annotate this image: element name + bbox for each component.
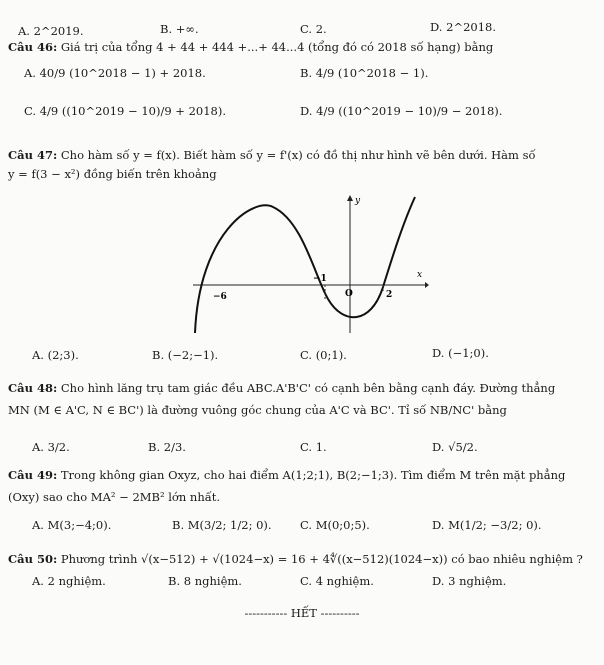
tick-label: 2 xyxy=(386,290,393,300)
question-stem-cont: MN (M ∈ A'C, N ∈ BC') là đường vuông góc chung của A'C và BC'. Tỉ số NB/NC' bằng xyxy=(8,403,507,417)
option-c: C. 4/9 ((10^2019 − 10)/9 + 2018). xyxy=(24,104,226,118)
question-stem: Cho hàm số y = f(x). Biết hàm số y = f'(x) có đồ thị như hình vẽ bên dưới. Hàm số xyxy=(60,148,536,162)
question-label: Câu 48: xyxy=(8,381,58,395)
option-b: B. 4/9 (10^2018 − 1). xyxy=(300,66,429,80)
question-stem: Giá trị của tổng 4 + 44 + 444 +...+ 44...4 (tổng đó có 2018 số hạng) bằng xyxy=(60,40,494,54)
derivative-curve xyxy=(195,197,415,333)
question-label: Câu 50: xyxy=(8,552,58,566)
option-a: A. (2;3). xyxy=(32,348,79,362)
question-stem-cont: y = f(3 − x²) đồng biến trên khoảng xyxy=(8,167,217,181)
tick-label: −1 xyxy=(313,274,327,284)
prev-option-b: B. +∞. xyxy=(160,22,199,36)
y-axis-arrow-icon xyxy=(347,195,353,201)
question-label: Câu 47: xyxy=(8,148,58,162)
prev-option-c: C. 2. xyxy=(300,22,327,36)
option-d: D. 4/9 ((10^2019 − 10)/9 − 2018). xyxy=(300,104,503,118)
y-axis-label: y xyxy=(355,196,361,206)
option-a: A. 40/9 (10^2018 − 1) + 2018. xyxy=(24,66,206,80)
option-c: C. (0;1). xyxy=(300,348,347,362)
question-49 xyxy=(8,468,565,482)
question-stem-cont: (Oxy) sao cho MA² − 2MB² lớn nhất. xyxy=(8,490,221,504)
x-axis-label: x xyxy=(417,270,423,280)
option-a: A. 3/2. xyxy=(32,440,70,454)
option-c: C. M(0;0;5). xyxy=(300,518,370,532)
question-47 xyxy=(8,148,536,162)
option-a: A. 2 nghiệm. xyxy=(32,574,106,588)
prev-option-a: A. 2^2019. xyxy=(18,24,84,38)
question-stem: Cho hình lăng trụ tam giác đều ABC.A'B'C' có cạnh bên bằng cạnh đáy. Đường thẳng xyxy=(60,381,556,395)
option-b: B. (−2;−1). xyxy=(152,348,219,362)
question-stem: Trong không gian Oxyz, cho hai điểm A(1;2;1), B(2;−1;3). Tìm điểm M trên mặt phẳng xyxy=(60,468,566,482)
prev-option-d: D. 2^2018. xyxy=(430,20,496,34)
option-c: C. 4 nghiệm. xyxy=(300,574,374,588)
question-stem: Phương trình √(x−512) + √(1024−x) = 16 + 4∜((x−512)(1024−x)) có bao nhiêu nghiệm ? xyxy=(60,552,583,566)
option-b: B. 8 nghiệm. xyxy=(168,574,242,588)
option-c: C. 1. xyxy=(300,440,327,454)
option-d: D. (−1;0). xyxy=(432,346,489,360)
derivative-graph xyxy=(193,193,429,335)
option-d: D. M(1/2; −3/2; 0). xyxy=(432,518,542,532)
tick-label: −6 xyxy=(213,292,227,302)
option-b: B. M(3/2; 1/2; 0). xyxy=(172,518,272,532)
end-marker: ----------- HẾT ---------- xyxy=(244,606,360,620)
question-label: Câu 46: xyxy=(8,40,58,54)
option-d: D. √5/2. xyxy=(432,440,478,454)
question-50 xyxy=(8,552,583,566)
x-axis-arrow-icon xyxy=(425,282,429,288)
option-b: B. 2/3. xyxy=(148,440,186,454)
question-48 xyxy=(8,381,555,395)
option-d: D. 3 nghiệm. xyxy=(432,574,507,588)
option-a: A. M(3;−4;0). xyxy=(32,518,112,532)
question-46 xyxy=(8,40,493,54)
origin-label: O xyxy=(345,289,353,299)
question-label: Câu 49: xyxy=(8,468,58,482)
